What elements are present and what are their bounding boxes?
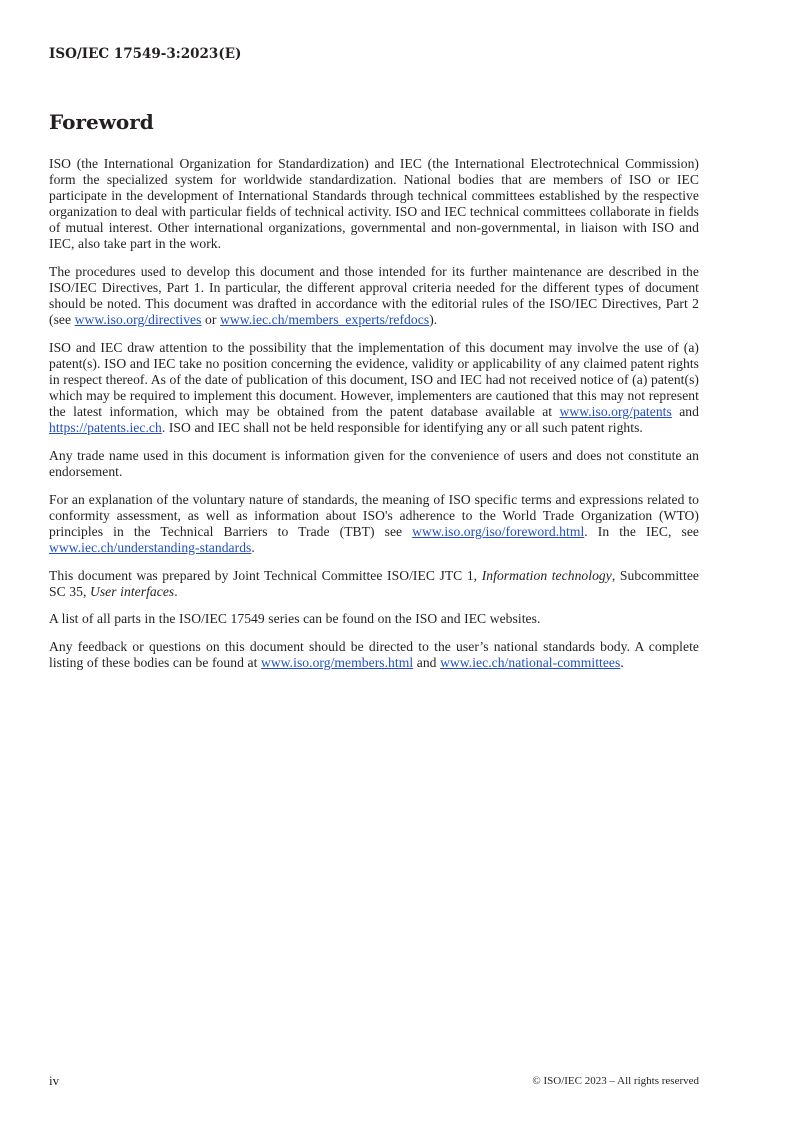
paragraph-trade-name: Any trade name used in this document is information given for the convenience of users and does not constitute an endorsement. bbox=[49, 448, 699, 480]
paragraph-series-list: A list of all parts in the ISO/IEC 17549 series can be found on the ISO and IEC websites. bbox=[49, 611, 541, 627]
paragraph-patents bbox=[49, 340, 699, 437]
text-span: . bbox=[251, 539, 255, 555]
paragraph-committee bbox=[49, 568, 699, 600]
text-span: ISO and IEC draw attention to the possibility that the implementation of this document may involve the use of (a) patent(s). ISO and IEC take no position concerning the evidence, validity or applicability of any claimed patent rights in respect thereof. As of the date of publication of this document, ISO and IEC had not received notice of (a) patent(s) which may be required to implement this document. However, implementers are cautioned that this may not represent the latest information, which may be obtained from the patent database available at bbox=[49, 339, 699, 420]
link-iec-understanding-standards[interactable]: www.iec.ch/understanding-standards bbox=[49, 539, 252, 555]
paragraph-voluntary-nature bbox=[49, 492, 699, 556]
text-span: The procedures used to develop this document and those intended for its further maintenance are described in the ISO/IEC Directives, Part 1. In particular, the different approval criteria needed for the different types of document should be noted. This document was drafted in accordance with the editorial rules of the ISO/IEC Directives, Part 2 (see bbox=[49, 264, 699, 328]
link-iso-patents[interactable]: www.iso.org/patents bbox=[559, 404, 672, 420]
italic-committee-name: Information technology bbox=[481, 567, 612, 583]
page-title: Foreword bbox=[49, 110, 154, 134]
paragraph-feedback bbox=[49, 639, 699, 671]
document-id-header: ISO/IEC 17549-3:2023(E) bbox=[49, 46, 242, 62]
foreword-body bbox=[49, 156, 699, 683]
text-span: . bbox=[174, 583, 178, 599]
text-span: , Subcommittee SC 35, bbox=[49, 567, 699, 599]
link-iec-national-committees[interactable]: www.iec.ch/national-committees bbox=[440, 654, 621, 670]
link-iso-members[interactable]: www.iso.org/members.html bbox=[260, 654, 414, 670]
text-span: . bbox=[620, 654, 624, 670]
paragraph-procedures bbox=[49, 264, 699, 328]
link-iec-patents[interactable]: https://patents.iec.ch bbox=[49, 420, 162, 436]
text-span: or bbox=[201, 312, 220, 328]
text-span: Any feedback or questions on this document should be directed to the user’s national standards body. A complete listing of these bodies can be found at bbox=[49, 638, 699, 670]
page-number: iv bbox=[49, 1073, 60, 1088]
text-span: This document was prepared by Joint Technical Committee ISO/IEC JTC 1, bbox=[49, 567, 482, 583]
text-span: . ISO and IEC shall not be held responsible for identifying any or all such patent rights. bbox=[161, 420, 643, 436]
text-span: and bbox=[671, 404, 699, 420]
link-iso-foreword[interactable]: www.iso.org/iso/foreword.html bbox=[412, 523, 585, 539]
link-iso-directives[interactable]: www.iso.org/directives bbox=[74, 312, 202, 328]
copyright-notice: © ISO/IEC 2023 – All rights reserved bbox=[532, 1075, 699, 1087]
text-span: . In the IEC, see bbox=[584, 523, 700, 539]
text-span: and bbox=[413, 654, 441, 670]
italic-subcommittee-name: User interfaces bbox=[89, 583, 175, 599]
text-span: ). bbox=[429, 312, 438, 328]
link-iec-refdocs[interactable]: www.iec.ch/members_experts/refdocs bbox=[220, 312, 430, 328]
text-span: For an explanation of the voluntary nature of standards, the meaning of ISO specific terms and expressions related to conformity assessment, as well as information about ISO's adherence to the World Trade Organization (WTO) principles in the Technical Barriers to Trade (TBT) see bbox=[49, 491, 699, 539]
paragraph-organizations: ISO (the International Organization for Standardization) and IEC (the International Electrotechnical Commission) form the specialized system for worldwide standardization. National bodies that are members of ISO or IEC participate in the development of International Standards through technical committees established by the respective organization to deal with particular fields of technical activity. ISO and IEC technical committees collaborate in fields of mutual interest. Other international organizations, governmental and non-governmental, in liaison with ISO and IEC, also take part in the work. bbox=[49, 156, 699, 252]
